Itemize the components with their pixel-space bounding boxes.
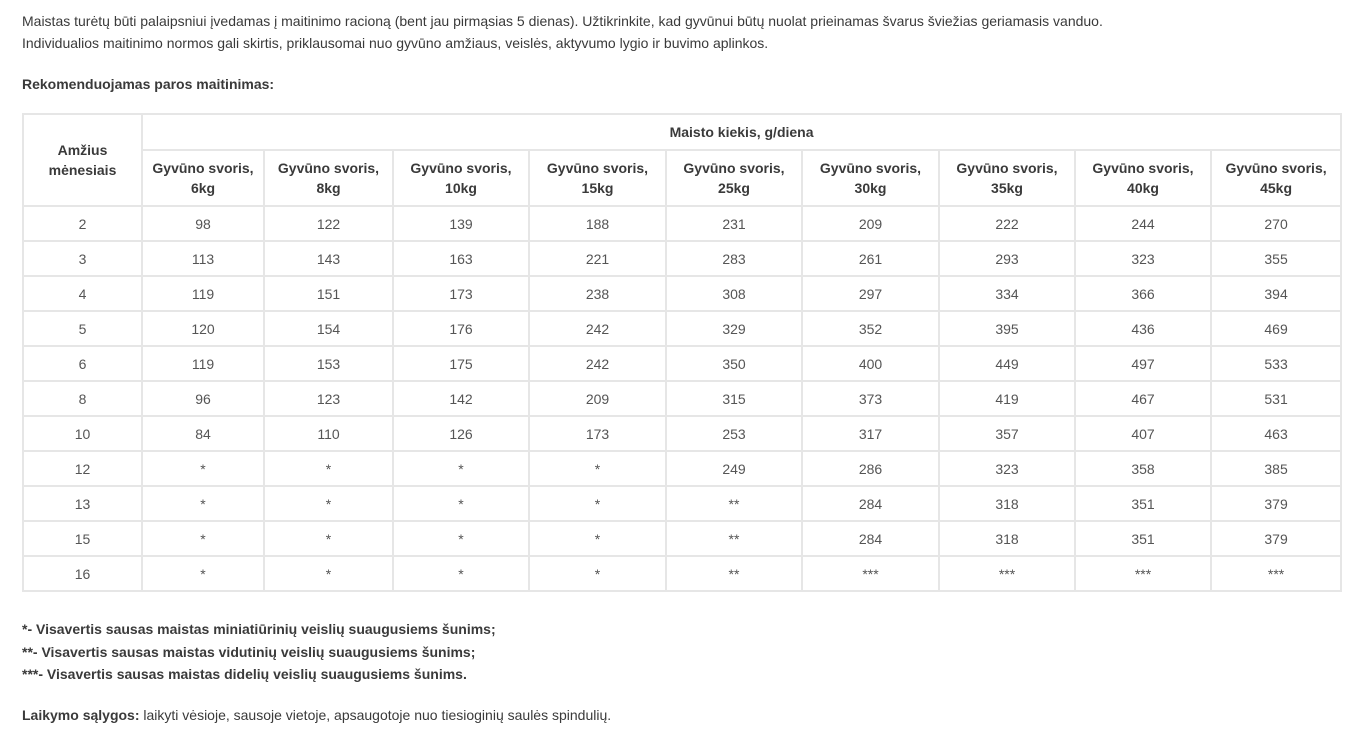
weight-header-10kg [393,150,529,206]
amount-cell: * [264,556,393,591]
age-cell: 3 [23,241,142,276]
weight-header-prefix: Gyvūno svoris, [819,160,922,176]
amount-cell: 323 [1075,241,1211,276]
weight-header-value: 30kg [854,180,887,196]
amount-cell: 188 [529,206,666,241]
amount-cell: 163 [393,241,529,276]
storage-conditions [22,704,1340,726]
amount-cell: * [142,556,264,591]
amount-cell: * [529,521,666,556]
legend [22,618,1340,686]
amount-cell: ** [666,556,802,591]
storage-text: laikyti vėsioje, sausoje vietoje, apsaugotoje nuo tiesioginių saulės spindulių. [143,706,612,723]
weight-header-40kg [1075,150,1211,206]
storage-label: Laikymo sąlygos: [22,706,140,723]
amount-cell: 139 [393,206,529,241]
age-header [23,114,142,206]
weight-header-value: 10kg [445,180,477,196]
table-row [23,556,1341,591]
amount-cell: * [264,486,393,521]
amount-cell: 154 [264,311,393,346]
amount-cell: * [529,486,666,521]
section-title: Rekomenduojamas paros maitinimas: [22,76,275,92]
weight-header-prefix: Gyvūno svoris, [410,160,512,176]
food-amount-header: Maisto kiekis, g/diena [142,114,1341,150]
weight-header-8kg [264,150,393,206]
amount-cell: * [142,486,264,521]
age-cell: 6 [23,346,142,381]
amount-cell: 449 [939,346,1075,381]
amount-cell: 436 [1075,311,1211,346]
amount-cell: 358 [1075,451,1211,486]
amount-cell: 244 [1075,206,1211,241]
amount-cell: *** [1075,556,1211,591]
age-cell: 2 [23,206,142,241]
amount-cell: 221 [529,241,666,276]
amount-cell: 318 [939,486,1075,521]
amount-cell: 463 [1211,416,1341,451]
amount-cell: 351 [1075,521,1211,556]
weight-header-prefix: Gyvūno svoris, [1092,160,1194,176]
amount-cell: 350 [666,346,802,381]
age-header-line-2: mėnesiais [48,162,117,178]
amount-cell: 379 [1211,521,1341,556]
amount-cell: 497 [1075,346,1211,381]
amount-cell: * [393,521,529,556]
amount-cell: 355 [1211,241,1341,276]
amount-cell: 293 [939,241,1075,276]
weight-header-prefix: Gyvūno svoris, [1225,160,1327,176]
amount-cell: 222 [939,206,1075,241]
amount-cell: 400 [802,346,939,381]
amount-cell: 242 [529,346,666,381]
amount-cell: 173 [529,416,666,451]
amount-cell: 270 [1211,206,1341,241]
amount-cell: 96 [142,381,264,416]
table-row [23,276,1341,311]
age-cell: 5 [23,311,142,346]
amount-cell: * [529,451,666,486]
table-body [23,206,1341,591]
weight-header-value: 45kg [1260,180,1293,196]
legend-item: *- Visavertis sausas maistas miniatiūrinių veislių suaugusiems šunims; [22,621,496,637]
amount-cell: 318 [939,521,1075,556]
weight-header-30kg [802,150,939,206]
table-row [23,416,1341,451]
amount-cell: 209 [802,206,939,241]
amount-cell: 407 [1075,416,1211,451]
amount-cell: 334 [939,276,1075,311]
amount-cell: 153 [264,346,393,381]
amount-cell: 379 [1211,486,1341,521]
weight-header-row [23,150,1341,206]
amount-cell: 249 [666,451,802,486]
amount-cell: 366 [1075,276,1211,311]
amount-cell: * [393,451,529,486]
amount-cell: 357 [939,416,1075,451]
amount-cell: 119 [142,276,264,311]
amount-cell: 175 [393,346,529,381]
table-header-row [23,114,1341,150]
amount-cell: *** [939,556,1075,591]
intro-line-1: Maistas turėtų būti palaipsniui įvedamas į maitinimo racioną (bent jau pirmąsias 5 dienas). Užtikrinkite, kad gyvūnui būtų nuolat prieinamas švarus šviežias geriamasis vanduo. [22,13,1103,29]
amount-cell: 385 [1211,451,1341,486]
weight-header-prefix: Gyvūno svoris, [546,160,649,176]
amount-cell: 373 [802,381,939,416]
amount-cell: ** [666,486,802,521]
table-row [23,346,1341,381]
weight-header-prefix: Gyvūno svoris, [956,160,1058,176]
weight-header-value: 35kg [991,180,1023,196]
weight-header-prefix: Gyvūno svoris, [277,160,380,176]
amount-cell: 122 [264,206,393,241]
amount-cell: 352 [802,311,939,346]
amount-cell: 176 [393,311,529,346]
table-row [23,381,1341,416]
amount-cell: * [142,521,264,556]
amount-cell: 395 [939,311,1075,346]
amount-cell: 317 [802,416,939,451]
weight-header-45kg [1211,150,1341,206]
amount-cell: 173 [393,276,529,311]
weight-header-value: 8kg [316,180,341,196]
weight-header-value: 25kg [718,180,750,196]
amount-cell: 242 [529,311,666,346]
amount-cell: 143 [264,241,393,276]
amount-cell: 126 [393,416,529,451]
amount-cell: *** [1211,556,1341,591]
amount-cell: * [529,556,666,591]
amount-cell: 142 [393,381,529,416]
amount-cell: 467 [1075,381,1211,416]
amount-cell: 113 [142,241,264,276]
amount-cell: *** [802,556,939,591]
amount-cell: 84 [142,416,264,451]
amount-cell: 209 [529,381,666,416]
age-header-line-1: Amžius [57,142,108,158]
amount-cell: 315 [666,381,802,416]
weight-header-15kg [529,150,666,206]
amount-cell: 394 [1211,276,1341,311]
amount-cell: 238 [529,276,666,311]
age-cell: 15 [23,521,142,556]
feeding-table [22,113,1342,592]
amount-cell: * [393,486,529,521]
amount-cell: 533 [1211,346,1341,381]
legend-item: ***- Visavertis sausas maistas didelių veislių suaugusiems šunims. [22,666,467,682]
weight-header-value: 15kg [581,180,614,196]
amount-cell: 297 [802,276,939,311]
amount-cell: * [142,451,264,486]
table-row [23,311,1341,346]
weight-header-35kg [939,150,1075,206]
amount-cell: 286 [802,451,939,486]
age-cell: 16 [23,556,142,591]
amount-cell: 308 [666,276,802,311]
amount-cell: 283 [666,241,802,276]
weight-header-25kg [666,150,802,206]
weight-header-prefix: Gyvūno svoris, [683,160,785,176]
age-cell: 4 [23,276,142,311]
amount-cell: 123 [264,381,393,416]
amount-cell: 351 [1075,486,1211,521]
amount-cell: 284 [802,521,939,556]
amount-cell: 261 [802,241,939,276]
table-row [23,206,1341,241]
legend-item: **- Visavertis sausas maistas vidutinių veislių suaugusiems šunims; [22,643,476,660]
age-cell: 8 [23,381,142,416]
amount-cell: * [264,521,393,556]
amount-cell: 231 [666,206,802,241]
amount-cell: 253 [666,416,802,451]
amount-cell: 98 [142,206,264,241]
age-cell: 13 [23,486,142,521]
amount-cell: 284 [802,486,939,521]
amount-cell: 110 [264,416,393,451]
weight-header-value: 40kg [1127,180,1159,196]
intro-text [22,10,1340,54]
amount-cell: 120 [142,311,264,346]
amount-cell: 151 [264,276,393,311]
amount-cell: * [264,451,393,486]
weight-header-6kg [142,150,264,206]
weight-header-value: 6kg [190,180,216,196]
weight-header-prefix: Gyvūno svoris, [152,160,254,176]
age-cell: 12 [23,451,142,486]
intro-line-2: Individualios maitinimo normos gali skirtis, priklausomai nuo gyvūno amžiaus, veislės, aktyvumo lygio ir buvimo aplinkos. [22,35,769,51]
table-row [23,486,1341,521]
table-row [23,451,1341,486]
amount-cell: 469 [1211,311,1341,346]
table-row [23,241,1341,276]
amount-cell: ** [666,521,802,556]
age-cell: 10 [23,416,142,451]
amount-cell: 323 [939,451,1075,486]
amount-cell: 119 [142,346,264,381]
table-row [23,521,1341,556]
amount-cell: * [393,556,529,591]
amount-cell: 329 [666,311,802,346]
amount-cell: 531 [1211,381,1341,416]
amount-cell: 419 [939,381,1075,416]
